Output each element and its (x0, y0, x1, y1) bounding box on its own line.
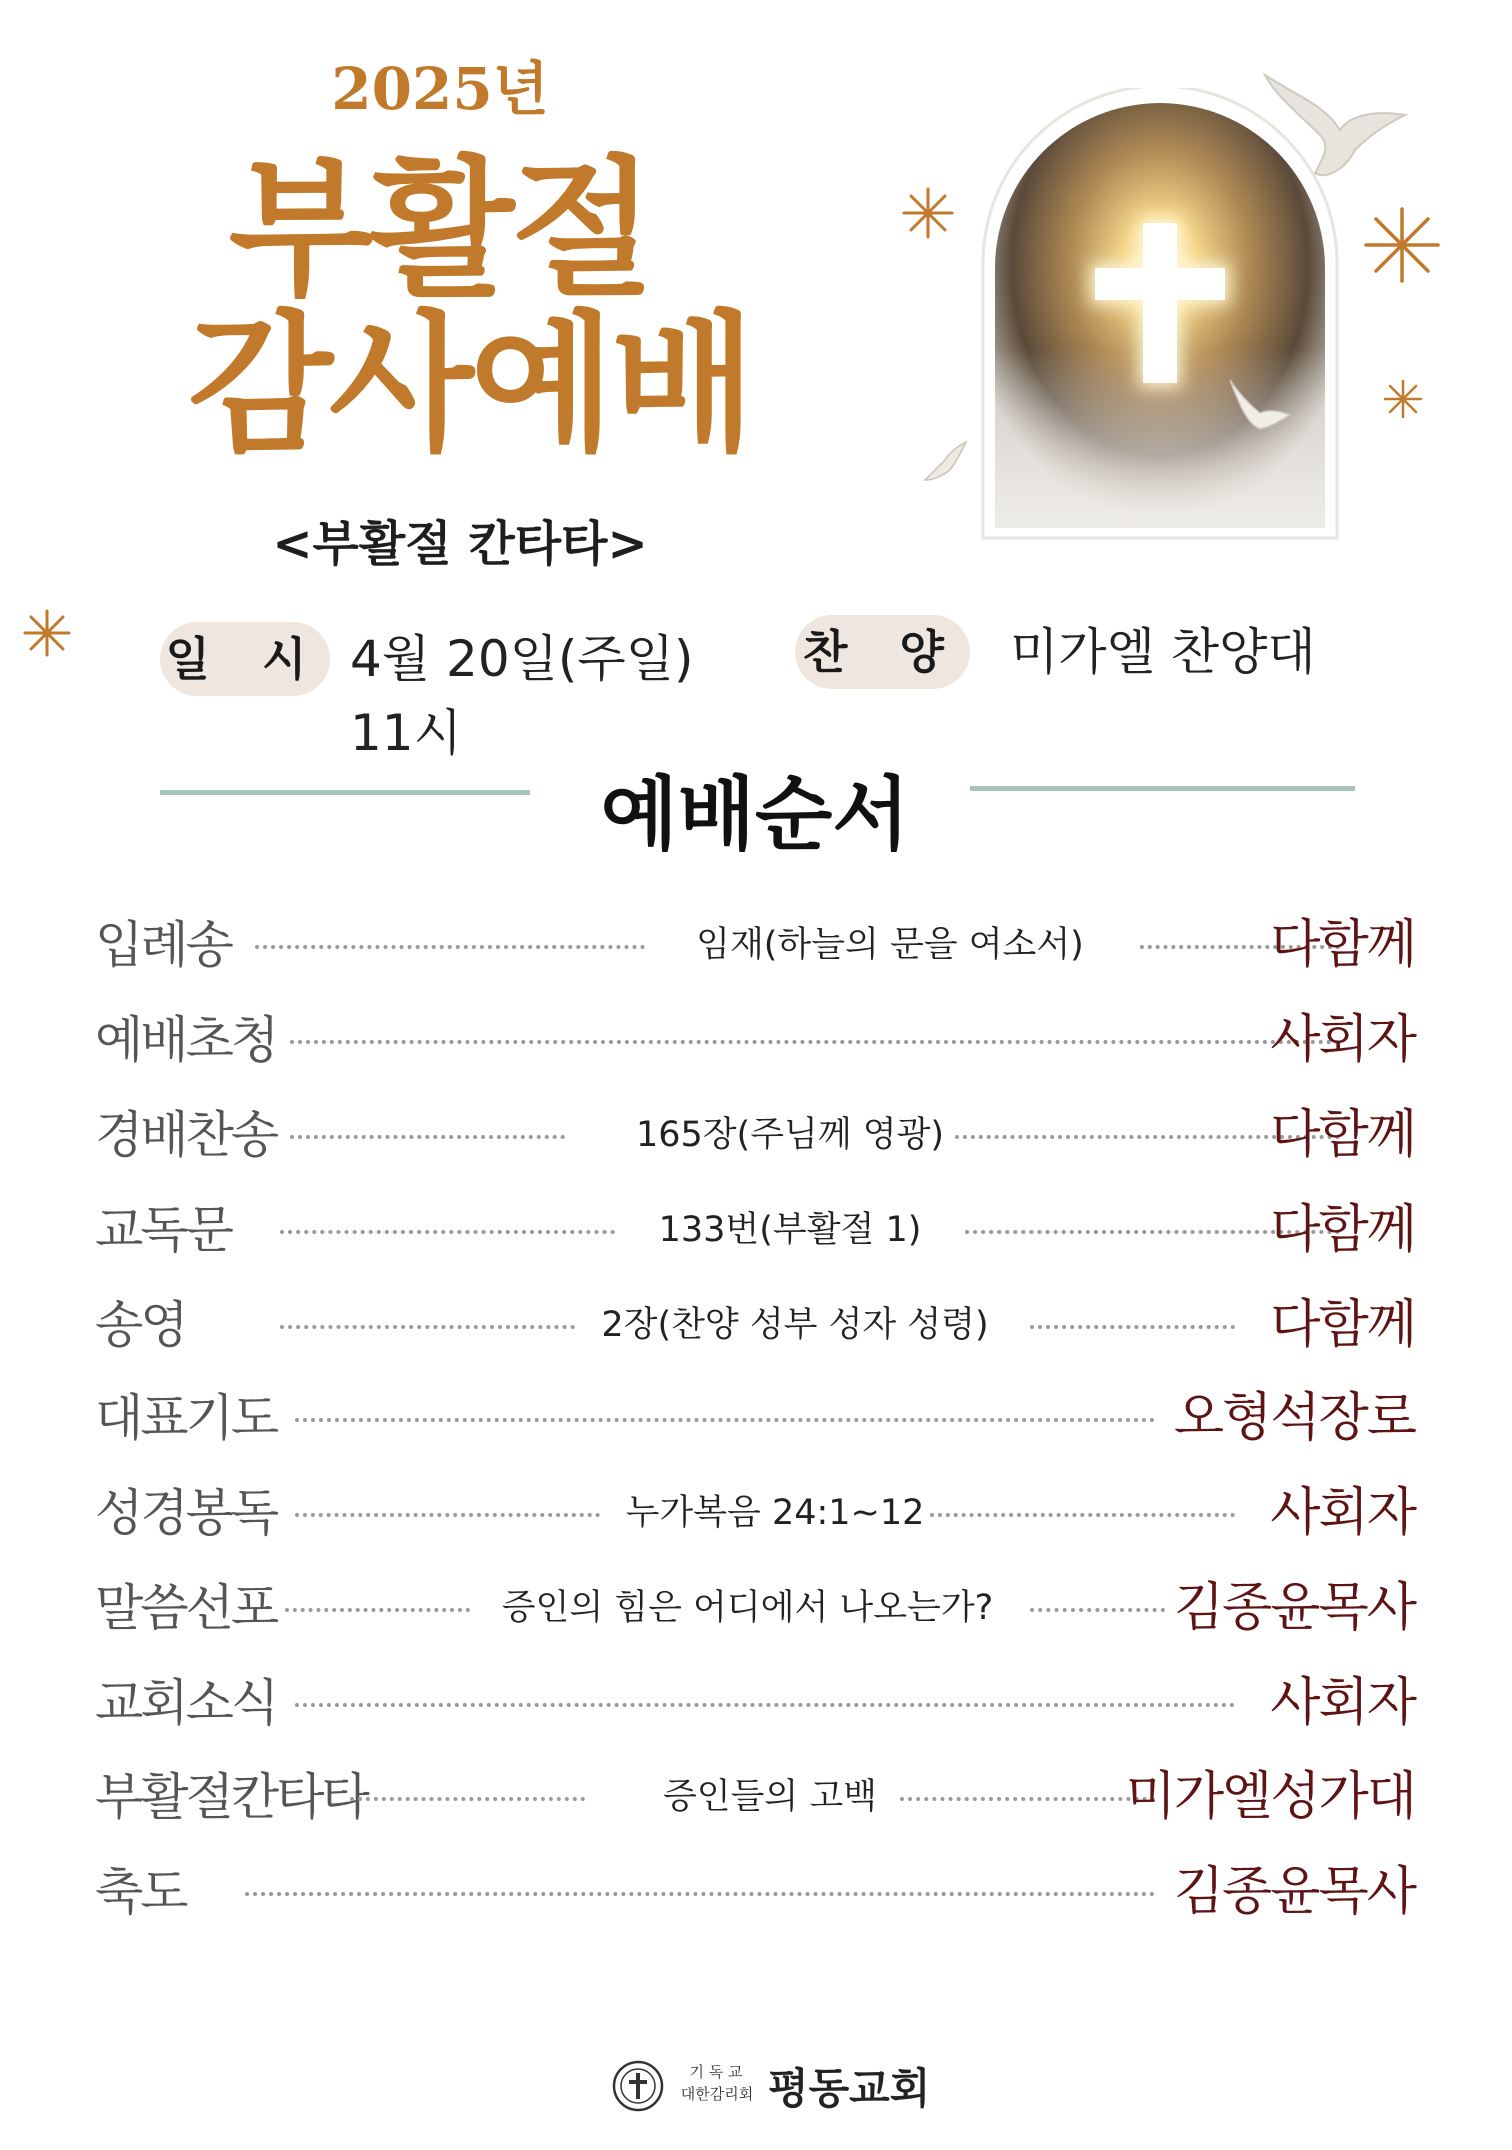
dot-leader (930, 1513, 1235, 1517)
section-title: 예배순서 (600, 768, 910, 861)
order-item-label: 성경봉독 (95, 1484, 277, 1542)
order-item-label: 교회소식 (95, 1674, 277, 1732)
order-item-content: 증인들의 고백 (663, 1777, 877, 1817)
order-item-label: 교독문 (95, 1201, 231, 1259)
church-seal-icon (612, 2060, 664, 2116)
order-item-person: 미가엘성가대 (1125, 1767, 1415, 1827)
church-name: 평동교회 (768, 2064, 931, 2113)
subtitle: <부활절 칸타타> (272, 516, 648, 572)
title-line-1: 부활절 (228, 143, 652, 317)
order-item-person: 사회자 (1270, 1010, 1415, 1070)
choir-value: 미가엘 찬양대 (1010, 623, 1316, 681)
order-item-content: 증인의 힘은 어디에서 나오는가? (501, 1588, 994, 1628)
sparkle-icon (22, 608, 72, 662)
year-label: 2025년 (331, 55, 549, 123)
order-item-content: 임재(하늘의 문을 여소서) (696, 925, 1084, 965)
sparkle-icon (1382, 378, 1424, 424)
order-row (95, 1000, 1415, 1080)
title-line-2: 감사예배 (188, 298, 752, 472)
order-row (95, 1095, 1415, 1175)
order-row (95, 1190, 1415, 1270)
dot-leader (295, 1418, 1155, 1422)
order-row (95, 1663, 1415, 1743)
order-item-label: 말씀선포 (95, 1579, 277, 1637)
dove-icon (1225, 375, 1295, 439)
sparkle-icon (1362, 205, 1442, 289)
order-row (95, 1378, 1415, 1458)
denomination-bottom: 대한감리회 (680, 2085, 754, 2103)
dot-leader (255, 945, 645, 949)
dot-leader (900, 1797, 1155, 1801)
dove-icon (920, 440, 970, 489)
dot-leader (285, 1608, 470, 1612)
order-item-label: 입례송 (95, 916, 231, 974)
dove-icon (1255, 55, 1415, 189)
order-row (95, 1568, 1415, 1648)
order-item-person: 다함께 (1270, 915, 1415, 975)
order-item-person: 김종윤목사 (1173, 1862, 1415, 1922)
section-rule-left (160, 790, 530, 795)
order-item-content: 누가복음 24:1~12 (625, 1493, 925, 1533)
order-row (95, 1473, 1415, 1553)
order-item-content: 165장(주님께 영광) (635, 1115, 945, 1155)
dot-leader (280, 1325, 575, 1329)
order-item-label: 부활절칸타타 (95, 1768, 367, 1826)
order-item-content: 2장(찬양 성부 성자 성령) (601, 1305, 989, 1345)
dot-leader (295, 1703, 1235, 1707)
dot-leader (1030, 1325, 1235, 1329)
choir-label-pill: 찬 양 (795, 615, 970, 689)
order-item-person: 사회자 (1270, 1673, 1415, 1733)
order-item-person: 다함께 (1270, 1295, 1415, 1355)
date-value: 4월 20일(주일) 11시 (350, 630, 694, 762)
order-item-label: 송영 (95, 1296, 186, 1354)
dot-leader (1030, 1608, 1165, 1612)
dot-leader (290, 1040, 1340, 1044)
order-item-label: 예배초청 (95, 1011, 277, 1069)
order-item-person: 사회자 (1270, 1483, 1415, 1543)
order-item-label: 축도 (95, 1863, 186, 1921)
order-row (95, 1852, 1415, 1932)
dot-leader (280, 1230, 615, 1234)
order-row (95, 905, 1415, 985)
dot-leader (290, 1135, 565, 1139)
order-row (95, 1285, 1415, 1365)
order-item-content: 133번(부활절 1) (658, 1210, 922, 1250)
order-item-label: 대표기도 (95, 1389, 277, 1447)
denomination-top: 기 독 교 (689, 2063, 743, 2081)
order-item-person: 오형석장로 (1173, 1388, 1415, 1448)
order-item-label: 경배찬송 (95, 1106, 277, 1164)
order-item-person: 다함께 (1270, 1105, 1415, 1165)
dot-leader (295, 1513, 600, 1517)
dot-leader (245, 1892, 1155, 1896)
order-item-person: 김종윤목사 (1173, 1578, 1415, 1638)
order-item-person: 다함께 (1270, 1200, 1415, 1260)
sparkle-icon (900, 185, 956, 245)
order-row (95, 1757, 1415, 1837)
section-rule-right (970, 786, 1355, 791)
date-label-pill: 일 시 (160, 622, 330, 696)
dot-leader (350, 1797, 585, 1801)
